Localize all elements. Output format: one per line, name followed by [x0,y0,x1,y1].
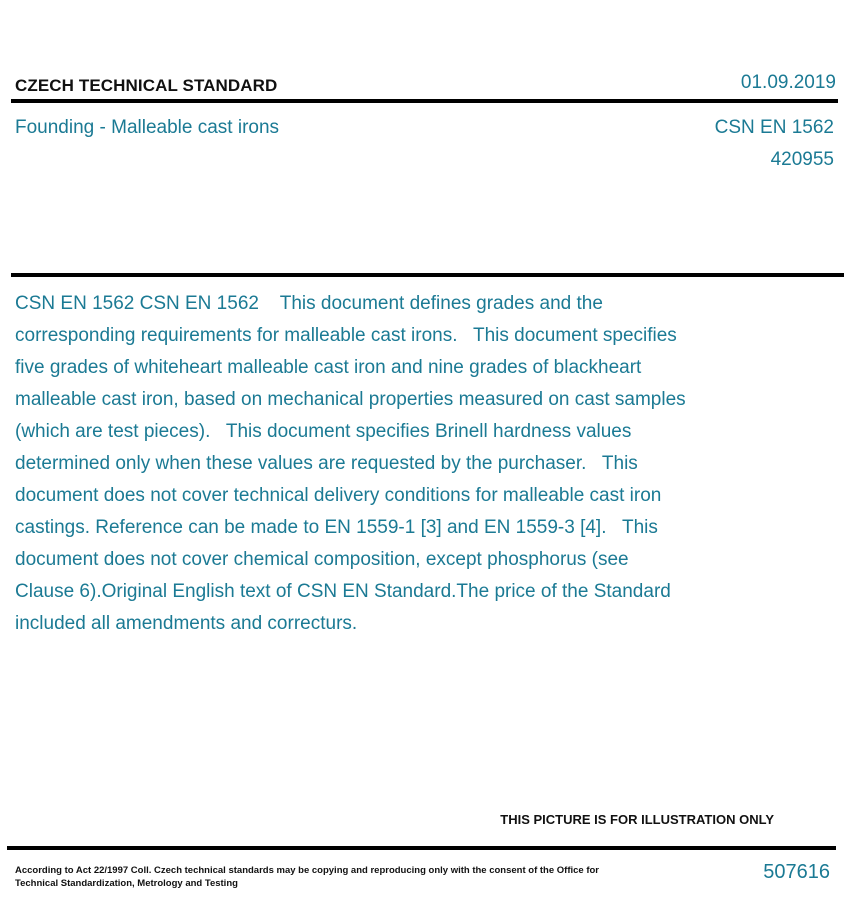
document-type-heading: CZECH TECHNICAL STANDARD [15,76,278,95]
standard-title: Founding - Malleable cast irons [15,117,280,138]
class-number: 420955 [770,149,834,170]
standard-code: CSN EN 1562 [714,117,834,138]
abstract-text: CSN EN 1562 CSN EN 1562 This document defines grades and the corresponding requirements for malleable cast irons. This document specifies five grades of whiteheart malleable cast iron and nine grades of blackheart malleable cast iron, based on mechanical properties measured on cast samples (which are test pieces). This document specifies Brinell hardness values determined only when these values are requested by the purchaser. This document does not cover technical delivery conditions for malleable cast iron castings. Reference can be made to EN 1559-1 [3] and EN 1559-3 [4]. This document does not cover chemical composition, except phosphorus (see Clause 6).Original English text of CSN EN Standard.The price of the Standard included all amendments and correcturs. [15,293,691,634]
header-divider [11,99,838,103]
legal-notice: According to Act 22/1997 Coll. Czech technical standards may be copying and reproducing only with the consent of the Office for Technical Standardization, Metrology and Testing [15,865,599,889]
section-divider [11,273,844,277]
illustration-note: THIS PICTURE IS FOR ILLUSTRATION ONLY [500,812,774,827]
document-id: 507616 [763,861,830,883]
footer-divider [7,846,836,850]
publication-date: 01.09.2019 [740,72,836,93]
